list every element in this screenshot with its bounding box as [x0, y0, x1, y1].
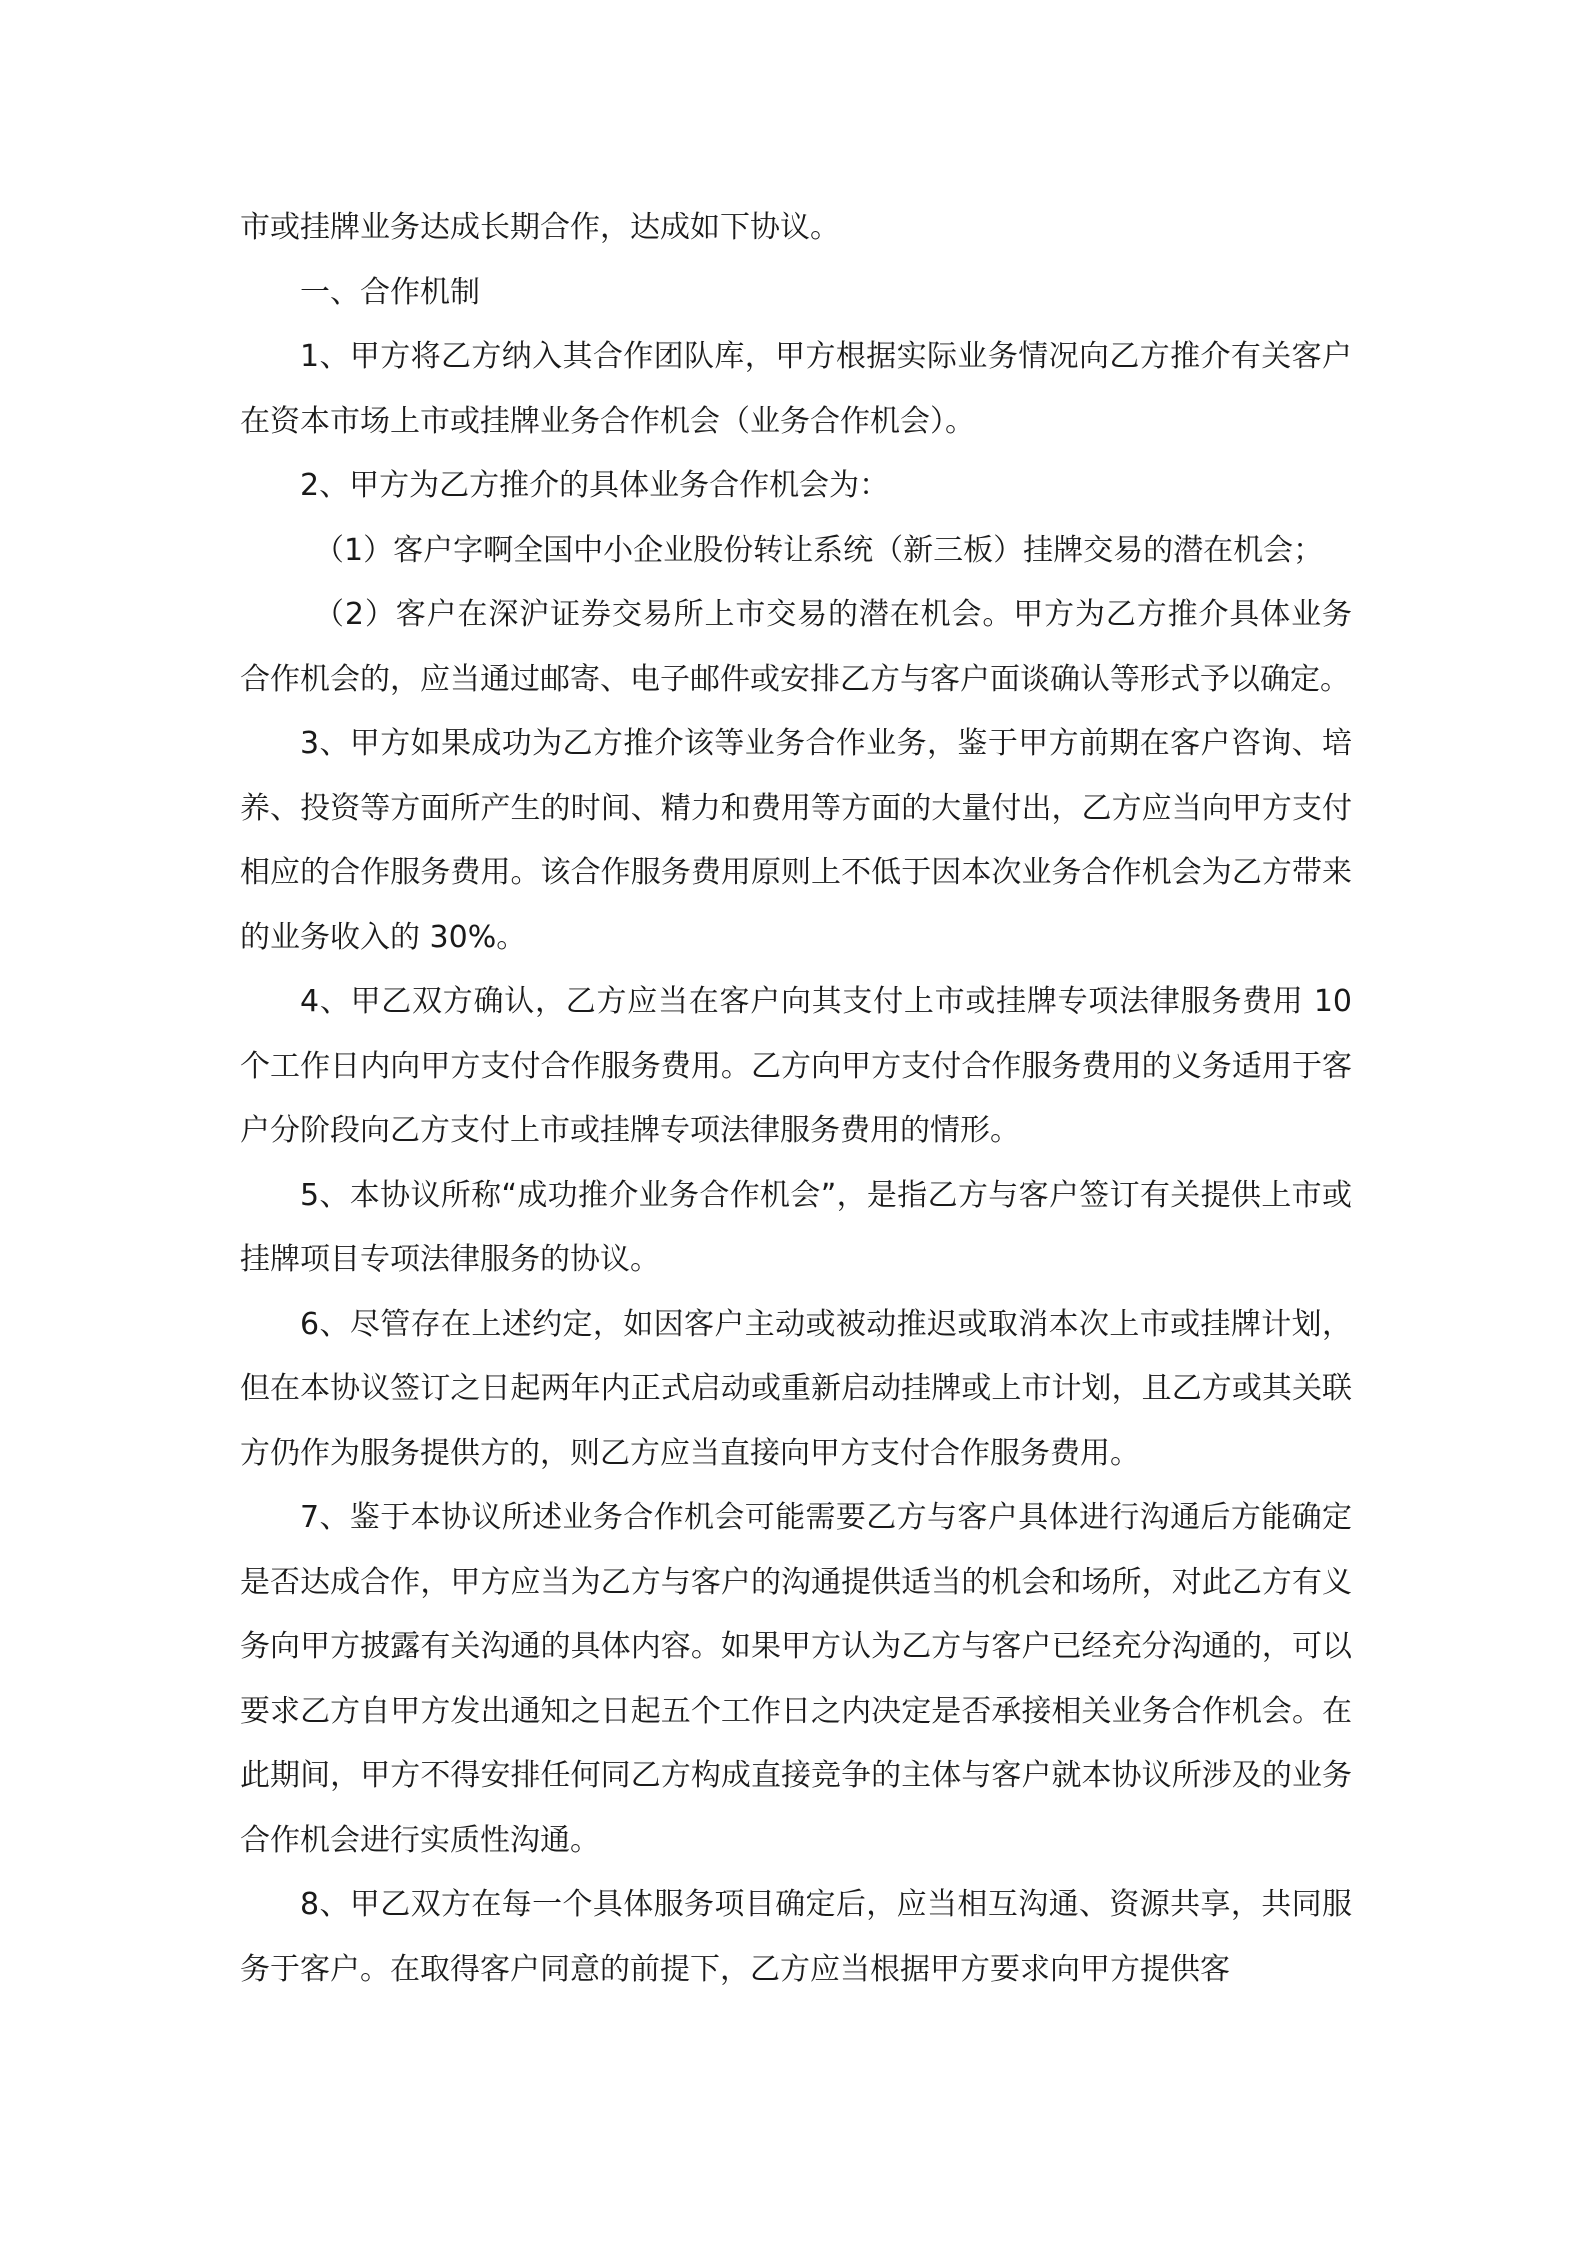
clause-8: 8、甲乙双方在每一个具体服务项目确定后，应当相互沟通、资源共享，共同服务于客户。在取得客户同意的前提下，乙方应当根据甲方要求向甲方提供客: [240, 1887, 1352, 1987]
clause-4: 4、甲乙双方确认，乙方应当在客户向其支付上市或挂牌专项法律服务费用 10 个工作日内向甲方支付合作服务费用。乙方向甲方支付合作服务费用的义务适用于客户分阶段向乙方支付上市或挂牌专项法律服务费用的情形。: [240, 984, 1352, 1148]
paragraph-continuation: 市或挂牌业务达成长期合作，达成如下协议。: [240, 210, 840, 245]
clause-6: 6、尽管存在上述约定，如因客户主动或被动推迟或取消本次上市或挂牌计划，但在本协议签订之日起两年内正式启动或重新启动挂牌或上市计划，且乙方或其关联方仍作为服务提供方的，则乙方应当直接向甲方支付合作服务费用。: [240, 1306, 1352, 1471]
clause-1: 1、甲方将乙方纳入其合作团队库，甲方根据实际业务情况向乙方推介有关客户在资本市场上市或挂牌业务合作机会（业务合作机会）。: [240, 339, 1352, 439]
clause-7: 7、鉴于本协议所述业务合作机会可能需要乙方与客户具体进行沟通后方能确定是否达成合作，甲方应当为乙方与客户的沟通提供适当的机会和场所，对此乙方有义务向甲方披露有关沟通的具体内容。如果甲方认为乙方与客户已经充分沟通的，可以要求乙方自甲方发出通知之日起五个工作日之内决定是否承接相关业务合作机会。在此期间，甲方不得安排任何同乙方构成直接竞争的主体与客户就本协议所涉及的业务合作机会进行实质性沟通。: [240, 1500, 1352, 1858]
clause-2-item-1: （1）客户字啊全国中小企业股份转让系统（新三板）挂牌交易的潜在机会；: [314, 532, 1324, 568]
clause-3: 3、甲方如果成功为乙方推介该等业务合作业务，鉴于甲方前期在客户咨询、培养、投资等方面所产生的时间、精力和费用等方面的大量付出，乙方应当向甲方支付相应的合作服务费用。该合作服务费用原则上不低于因本次业务合作机会为乙方带来的业务收入的 30%。: [240, 726, 1352, 955]
document-body: [240, 196, 1352, 2002]
clause-2: 2、甲方为乙方推介的具体业务合作机会为：: [300, 468, 890, 503]
section-heading-cooperation-mechanism: 一、合作机制: [300, 274, 480, 310]
clause-5: 5、本协议所称“成功推介业务合作机会”，是指乙方与客户签订有关提供上市或挂牌项目专项法律服务的协议。: [240, 1177, 1352, 1277]
clause-2-item-2: （2）客户在深沪证券交易所上市交易的潜在机会。甲方为乙方推介具体业务合作机会的，应当通过邮寄、电子邮件或安排乙方与客户面谈确认等形式予以确定。: [240, 597, 1352, 697]
